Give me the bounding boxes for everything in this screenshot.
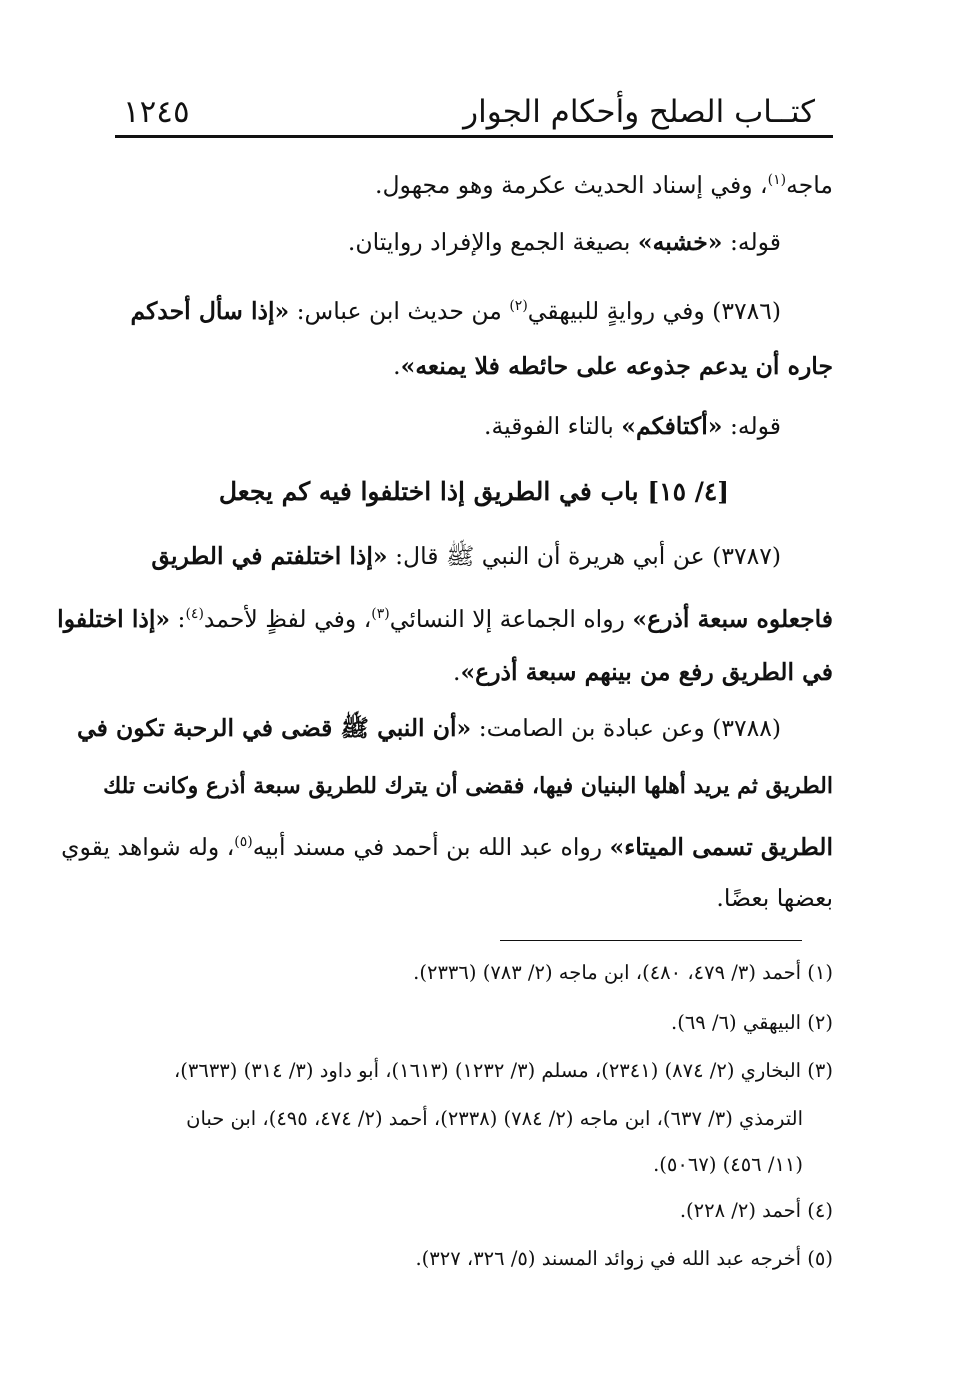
- hadith-3787-line-2: [57, 594, 833, 639]
- hadith-3787-line-3: [115, 652, 833, 692]
- text-run: وعن عبادة بن الصامت:: [471, 714, 713, 742]
- footnote-ref[interactable]: (١): [767, 172, 787, 188]
- hadith-3787-line-1: [115, 536, 833, 576]
- footnote-separator: [500, 940, 802, 941]
- hadith-text: الطريق تسمى الميتاء»: [609, 832, 833, 861]
- hadith-3788-line-4: بعضها بعضًا.: [716, 884, 833, 912]
- footnote-ref[interactable]: (٣): [371, 606, 390, 622]
- footnote-3-line-1: (٣) البخاري (٢/ ٨٧٤) (٢٣٤١)، مسلم (٣/ ١٢٣٢) (١٦١٣)، أبو داود (٣/ ٣١٤) (٣٦٣٣)،: [173, 1059, 833, 1082]
- hadith-text: جاره أن يدعم جذوعه على حائطه فلا يمنعه»: [400, 352, 833, 380]
- text-run: عن أبي هريرة أن النبي ﷺ قال:: [387, 542, 713, 570]
- footnote-5: (٥) أخرجه عبد الله في زوائد المسند (٥/ ٣٢٦، ٣٢٧).: [415, 1247, 833, 1270]
- hadith-3786-line-2: [115, 346, 833, 386]
- footnote-ref[interactable]: (٥): [234, 834, 253, 850]
- footnote-3-line-3: (١١/ ٤٥٦) (٥٠٦٧).: [653, 1153, 803, 1176]
- quoted-term: «خشبه»: [637, 228, 723, 256]
- text-run: رواه عبد الله بن أحمد في مسند أبيه: [252, 832, 610, 861]
- text-run: :: [170, 604, 186, 633]
- hadith-3788-line-1: [77, 708, 833, 748]
- book-title: كتــاب الصلح وأحكام الجوار: [463, 94, 815, 130]
- text-run: قوله:: [722, 412, 781, 440]
- footnote-2: (٢) البيهقي (٦/ ٦٩).: [671, 1011, 833, 1034]
- hadith-text: «إذا اختلفتم في الطريق: [151, 542, 388, 570]
- section-heading: [٤/ ١٥] باب في الطريق إذا اختلفوا فيه كم يجعل: [218, 477, 730, 506]
- text-line: [115, 222, 833, 262]
- text-run: وفي روايةٍ للبيهقي: [527, 296, 713, 325]
- text-line: [115, 406, 833, 446]
- hadith-number: (٣٧٨٧): [712, 542, 781, 570]
- text-run: .: [453, 658, 461, 686]
- footnote-3-line-2: الترمذي (٣/ ٦٣٧)، ابن ماجه (٢/ ٧٨٤) (٢٣٣٨)، أحمد (٢/ ٤٧٤، ٤٩٥)، ابن حبان: [186, 1107, 803, 1130]
- hadith-text: «إذا سأل أحدكم: [130, 296, 290, 325]
- text-line: [115, 160, 833, 205]
- page-number: ١٢٤٥: [123, 94, 190, 130]
- hadith-text: فاجعلوه سبعة أذرع»: [632, 604, 833, 633]
- quoted-term: «أكتافكم»: [621, 412, 723, 440]
- footnote-ref[interactable]: (٢): [509, 298, 528, 314]
- text-run: ، وفي إسناد الحديث عكرمة وهو مجهول.: [375, 170, 768, 199]
- hadith-3788-line-2: الطريق ثم يريد أهلها البنيان فيها، فقضى أن يترك للطريق سبعة أذرع وكانت تلك: [103, 773, 833, 799]
- text-run: رواه الجماعة إلا النسائي: [389, 604, 633, 633]
- text-run: بصيغة الجمع والإفراد روايتان.: [347, 228, 638, 256]
- hadith-text: «أن النبي ﷺ قضى في الرحبة تكون في: [77, 714, 472, 742]
- running-header: [115, 92, 833, 132]
- header-rule: [115, 135, 833, 138]
- text-run: ، وفي لفظٍ لأحمد: [203, 604, 372, 633]
- hadith-3786-line-1: [115, 286, 833, 331]
- text-run: من حديث ابن عباس:: [289, 296, 510, 325]
- hadith-3788-line-3: [61, 822, 833, 867]
- hadith-number: (٣٧٨٨): [712, 714, 781, 742]
- text-run: .: [393, 352, 401, 380]
- text-run: بالتاء الفوقية.: [484, 412, 622, 440]
- hadith-number: (٣٧٨٦): [712, 296, 781, 325]
- footnote-ref[interactable]: (٤): [185, 606, 204, 622]
- footnote-4: (٤) أحمد (٢/ ٢٢٨).: [679, 1199, 833, 1222]
- footnote-1: (١) أحمد (٣/ ٤٧٩، ٤٨٠)، ابن ماجه (٢/ ٧٨٣) (٢٣٣٦).: [413, 961, 833, 984]
- hadith-text: «إذا اختلفوا: [57, 604, 171, 633]
- text-run: ماجه: [786, 170, 833, 199]
- text-run: قوله:: [722, 228, 781, 256]
- hadith-text: في الطريق رفع من بينهم سبعة أذرع»: [460, 658, 833, 686]
- text-run: ، وله شواهد يقوي: [61, 832, 235, 861]
